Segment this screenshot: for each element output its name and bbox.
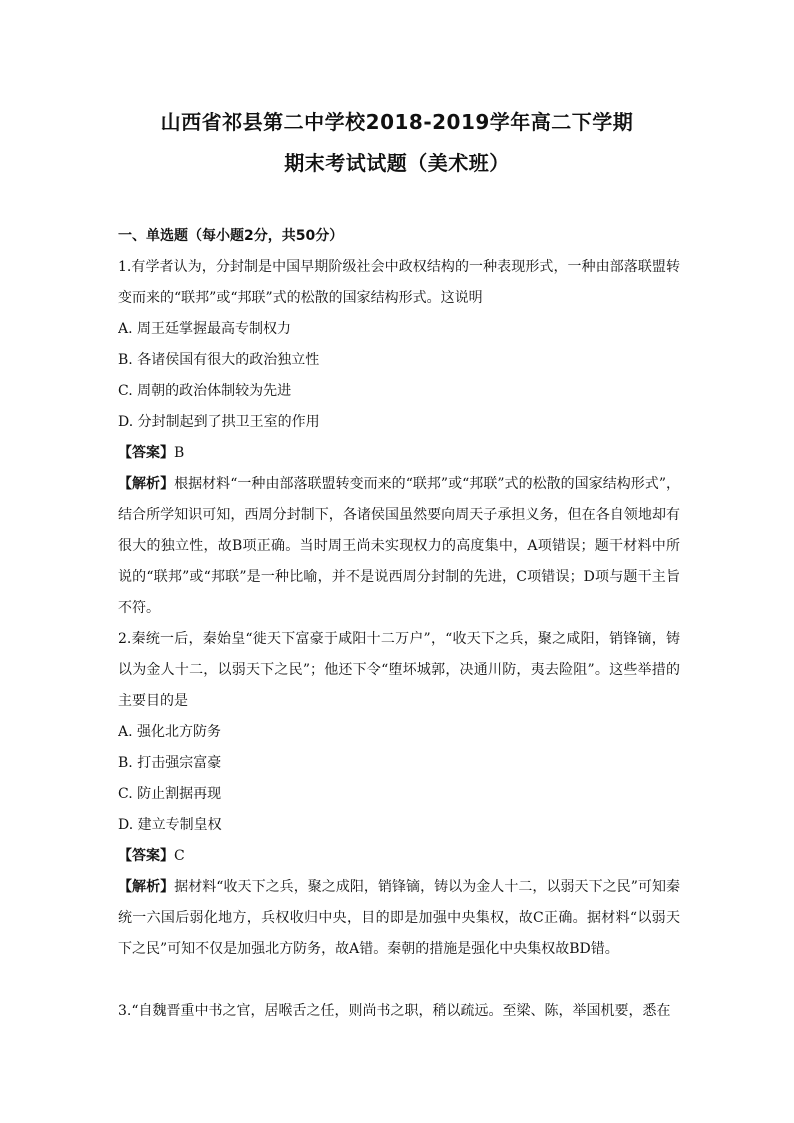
answer-tag: 【答案】 [118, 445, 174, 461]
question-2-option-d: D. 建立专制皇权 [118, 817, 222, 833]
question-3-stem: 3.“自魏晋重中书之官，居喉舌之任，则尚书之职，稍以疏远。至梁、陈，举国机要，悉在 [118, 1003, 671, 1019]
question-2-option-b: B. 打击强宗富豪 [118, 755, 222, 771]
question-1-answer [118, 438, 680, 469]
question-1-stem: 1.有学者认为，分封制是中国早期阶级社会中政权结构的一种表现形式，一种由部落联盟转变而来的“联邦”或“邦联”式的松散的国家结构形式。这说明 [118, 259, 680, 306]
question-2-option-a: A. 强化北方防务 [118, 724, 222, 740]
question-2-analysis [118, 872, 680, 965]
question-1-option-a: A. 周王廷掌握最高专制权力 [118, 321, 292, 337]
analysis-text: 据材料“收天下之兵，聚之成阳，销锋镝，铸以为金人十二，以弱天下之民”可知秦统一六国后弱化地方，兵权收归中央，目的即是加强中央集权，故C正确。据材料“以弱天下之民”可知不仅是加强北方防务，故A错。秦朝的措施是强化中央集权故BD错。 [118, 879, 681, 957]
answer-tag: 【答案】 [118, 848, 174, 864]
question-1-option-c: C. 周朝的政治体制较为先进 [118, 383, 292, 399]
analysis-tag: 【解析】 [118, 476, 175, 492]
analysis-text: 根据材料“一种由部落联盟转变而来的“联邦”或“邦联”式的松散的国家结构形式”，结合所学知识可知，西周分封制下，各诸侯国虽然要向周天子承担义务，但在各自领地却有很大的独立性，故B项正确。当时周王尚未实现权力的高度集中，A项错误；题干材料中所说的“联邦”或“邦联”是一种比喻，并不是说西周分封制的先进，C项错误；D项与题干主旨不符。 [118, 476, 680, 616]
section-heading: 一、单选题（每小题2分，共50分） [118, 228, 344, 244]
question-1-analysis [118, 469, 680, 624]
question-2-answer [118, 841, 680, 872]
question-2-option-c: C. 防止割据再现 [118, 786, 222, 802]
answer-value: B [174, 445, 185, 461]
exam-content [118, 221, 680, 1027]
title-line-2: 期末考试试题（美术班） [284, 151, 510, 175]
analysis-tag: 【解析】 [118, 879, 175, 895]
question-1-option-b: B. 各诸侯国有很大的政治独立性 [118, 352, 320, 368]
spacer [118, 965, 680, 996]
question-1-option-d: D. 分封制起到了拱卫王室的作用 [118, 414, 320, 430]
question-2-stem: 2.秦统一后，秦始皇“徙天下富豪于咸阳十二万户”，“收天下之兵，聚之咸阳，销锋镝，铸以为金人十二，以弱天下之民”；他还下令“堕坏城郭，决通川防，夷去险阻”。这些举措的主要目的是 [118, 631, 680, 709]
answer-value: C [174, 848, 185, 864]
title-line-1: 山西省祁县第二中学校2018-2019学年高二下学期 [160, 110, 634, 134]
